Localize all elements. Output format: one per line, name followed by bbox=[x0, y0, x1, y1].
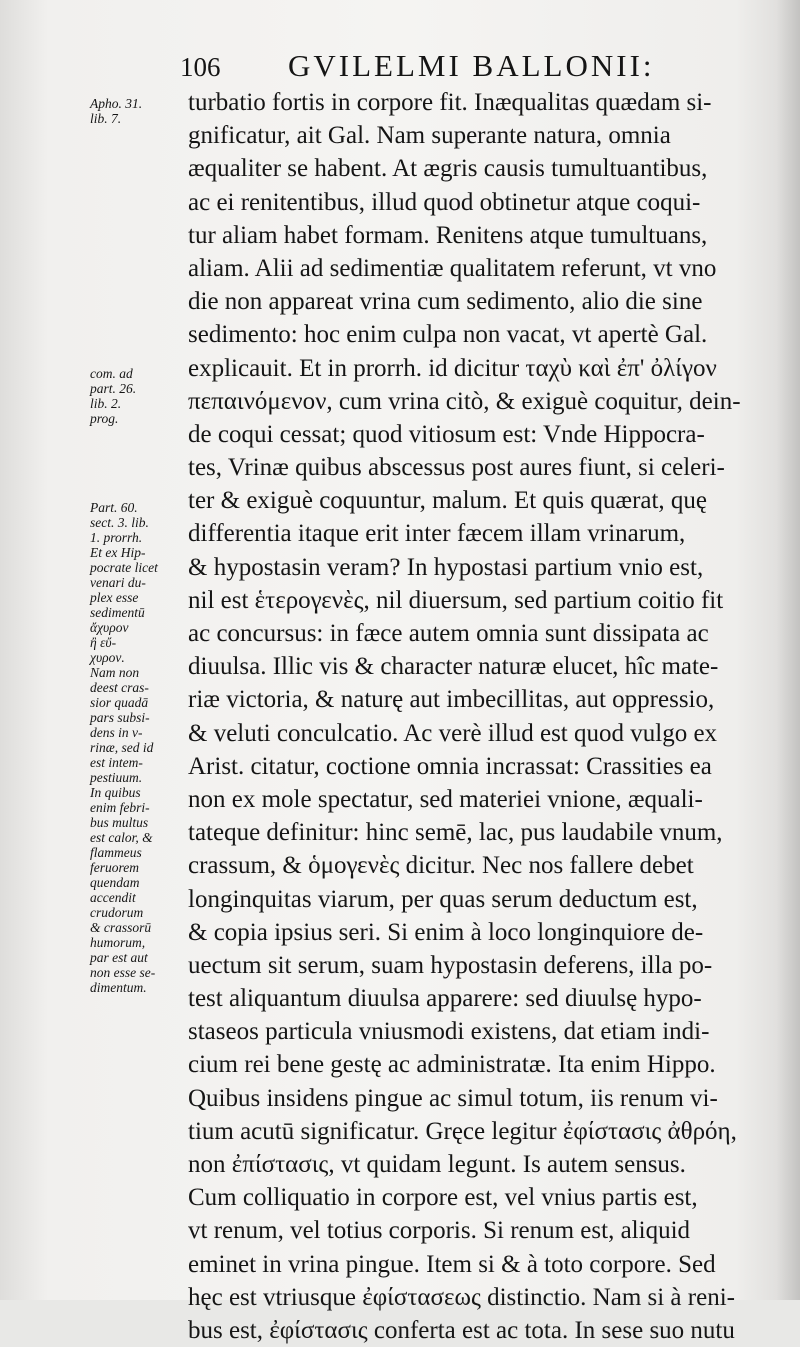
text-line: Quibus insidens pingue ac simul totum, iis renum vi- bbox=[188, 1084, 718, 1112]
text-line: differentia itaque erit inter fæcem illam vrinarum, bbox=[188, 520, 686, 548]
text-line: turbatio fortis in corpore fit. Inæqualitas quædam si- bbox=[188, 89, 712, 116]
text-line: πεπαινόμενον, cum vrina citò, & exiguè coquitur, dein- bbox=[188, 387, 741, 415]
text-line: ac ei renitentibus, illud quod obtinetur atque coqui- bbox=[188, 188, 701, 216]
text-line: gnificatur, ait Gal. Nam superante natura, omnia bbox=[188, 122, 671, 150]
text-line: & veluti conculcatio. Ac verè illud est quod vulgo ex bbox=[188, 719, 718, 747]
text-line: æqualiter se habent. At ægris causis tumultuantibus, bbox=[188, 155, 708, 183]
text-line: test aliquantum diuulsa apparere: sed diuulsę hypo- bbox=[188, 985, 702, 1013]
text-line: diuulsa. Illic vis & character naturæ elucet, hîc mate- bbox=[188, 653, 719, 681]
text-line: staseos particula vniusmodi existens, dat etiam indi- bbox=[188, 1018, 710, 1046]
text-line: Arist. citatur, coctione omnia incrassat: Crassities ea bbox=[188, 752, 712, 780]
text-line: eminet in vrina pingue. Item si & à toto corpore. Sed bbox=[188, 1250, 716, 1278]
margin-note-prorrhetic: Part. 60. sect. 3. lib. 1. prorrh. Et ex Hip- pocrate licet venari du- plex esse sedimentū ἄχυρον ἢ εὔ- χυρον. Nam non deest cras- sior quadā pars subsi- dens in v- rinæ, sed id est intem- pestiuum. In quibus enim febri- bus multus est calor, & flammeus feruorem quendam accendit crudorum & crassorū humorum, par est aut non esse se- dimentum. bbox=[90, 500, 158, 995]
margin-note-aphorism: Apho. 31. lib. 7. bbox=[90, 96, 143, 126]
text-line: explicauit. Et in prorrh. id dicitur ταχὺ καὶ ἐπ' ὀλίγον bbox=[188, 354, 717, 382]
text-line: vt renum, vel totius corporis. Si renum est, aliquid bbox=[188, 1217, 691, 1245]
text-line: tateque definitur: hinc semē, lac, pus laudabile vnum, bbox=[188, 819, 723, 847]
text-line: aliam. Alii ad sedimentiæ qualitatem referunt, vt vno bbox=[188, 254, 717, 282]
scan-edge-shadow bbox=[776, 0, 800, 1300]
text-line: tium acutū significatur. Gręce legitur ἐφίστασις ἀθρόη, bbox=[188, 1117, 737, 1145]
text-line: tur aliam habet formam. Renitens atque tumultuans, bbox=[188, 221, 708, 249]
text-line: Cum colliquatio in corpore est, vel vnius partis est, bbox=[188, 1184, 698, 1212]
page-number: 106 bbox=[180, 52, 221, 82]
text-line: de coqui cessat; quod vitiosum est: Vnde Hippocra- bbox=[188, 420, 705, 448]
text-line: bus est, ἐφίστασις conferta est ac tota. In sese suo nutu bbox=[188, 1316, 735, 1344]
text-line: die non appareat vrina cum sedimento, alio die sine bbox=[188, 288, 703, 316]
page-header bbox=[180, 44, 660, 90]
text-line: hęc est vtriusque ἐφίστασεως distinctio. Nam si à reni- bbox=[188, 1283, 735, 1311]
text-line: ac concursus: in fæce autem omnia sunt dissipata ac bbox=[188, 620, 709, 647]
text-line: uectum sit serum, suam hypostasin deferens, illa po- bbox=[188, 951, 713, 979]
main-text bbox=[188, 86, 766, 1347]
text-line: cium rei bene gestę ac administratæ. Ita enim Hippo. bbox=[188, 1051, 716, 1079]
text-line: tes, Vrinæ quibus abscessus post aures fiunt, si celeri- bbox=[188, 454, 725, 482]
text-line: & copia ipsius seri. Si enim à loco longinquiore de- bbox=[188, 918, 704, 946]
text-line: ter & exiguè coquuntur, malum. Et quis quærat, quę bbox=[188, 487, 708, 515]
text-line: sedimento: hoc enim culpa non vacat, vt apertè Gal. bbox=[188, 321, 708, 349]
text-line: nil est ἑτερογενὲς, nil diuersum, sed partium coitio fit bbox=[188, 586, 724, 614]
text-line: non ex mole spectatur, sed materiei vnione, æquali- bbox=[188, 785, 703, 813]
text-line: non ἐπίστασις, vt quidam legunt. Is autem sensus. bbox=[188, 1151, 686, 1178]
text-line: & hypostasin veram? In hypostasi partium vnio est, bbox=[188, 553, 704, 581]
margin-note-commentary: com. ad part. 26. lib. 2. prog. bbox=[90, 366, 137, 426]
text-line: crassum, & ὁμογενὲς dicitur. Nec nos fallere debet bbox=[188, 852, 694, 880]
text-line: longinquitas viarum, per quas serum deductum est, bbox=[188, 885, 698, 913]
running-title: GVILELMI BALLONII: bbox=[288, 48, 655, 83]
text-line: riæ victoria, & naturę aut imbecillitas, aut oppressio, bbox=[188, 686, 715, 714]
